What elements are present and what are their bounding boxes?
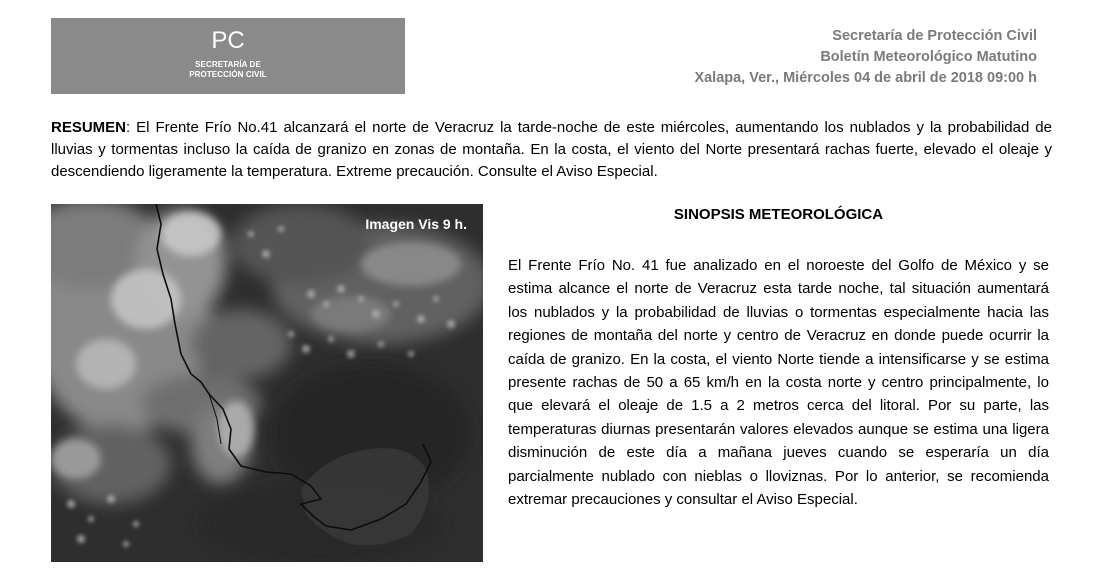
satellite-caption: Imagen Vis 9 h. [365,216,467,232]
satellite-image-drawing [51,204,483,562]
logo-name [51,60,405,80]
logo-name-line2: PROTECCIÓN CIVIL [189,70,267,79]
bulletin-header [694,26,1037,89]
logo [51,18,405,94]
header-bulletin-title: Boletín Meteorológico Matutino [820,49,1037,65]
logo-name-line1: SECRETARÍA DE [195,60,261,69]
header-organization: Secretaría de Protección Civil [832,28,1037,44]
synopsis-title: SINOPSIS METEOROLÓGICA [673,206,884,223]
synopsis-body: El Frente Frío No. 41 fue analizado en el noroeste del Golfo de México y se estima alcance el norte de Veracruz esta tarde noche, tal situación aumentará los nublados y la probabilidad de lluvias o tormentas especialmente hacia las regiones de montaña del norte y centro de Veracruz en donde puede ocurrir la caída de granizo. En la costa, el viento Norte tiende a intensificarse y se estima presente rachas de 50 a 65 km/h en la costa norte y centro principalmente, lo que elevará el oleaje de 1.5 a 2 metros cerca del litoral. Por su parte, las temperaturas diurnas presentarán valores elevados aunque se estima una ligera disminución de este día a mañana jueves cuando se esperaría un día parcialmente nublado con nieblas o lloviznas. Por lo anterior, se recomienda extremar precauciones y consultar el Aviso Especial. [508,257,1049,509]
satellite-image [51,204,483,562]
summary-paragraph [51,117,1052,183]
summary-label: RESUMEN [51,119,127,136]
summary-text: : El Frente Frío No.41 alcanzará el norte de Veracruz la tarde-noche de este miércoles, aumentando los nublados y la probabilidad de lluvias y tormentas incluso la caída de granizo en zonas de montaña. En la costa, el viento del Norte presentará rachas fuerte, elevado el oleaje y descendiendo ligeramente la temperatura. Extreme precaución. Consulte el Aviso Especial. [51,119,1052,180]
header-date: Xalapa, Ver., Miércoles 04 de abril de 2018 09:00 h [694,70,1037,86]
logo-abbreviation: PC [211,27,245,54]
